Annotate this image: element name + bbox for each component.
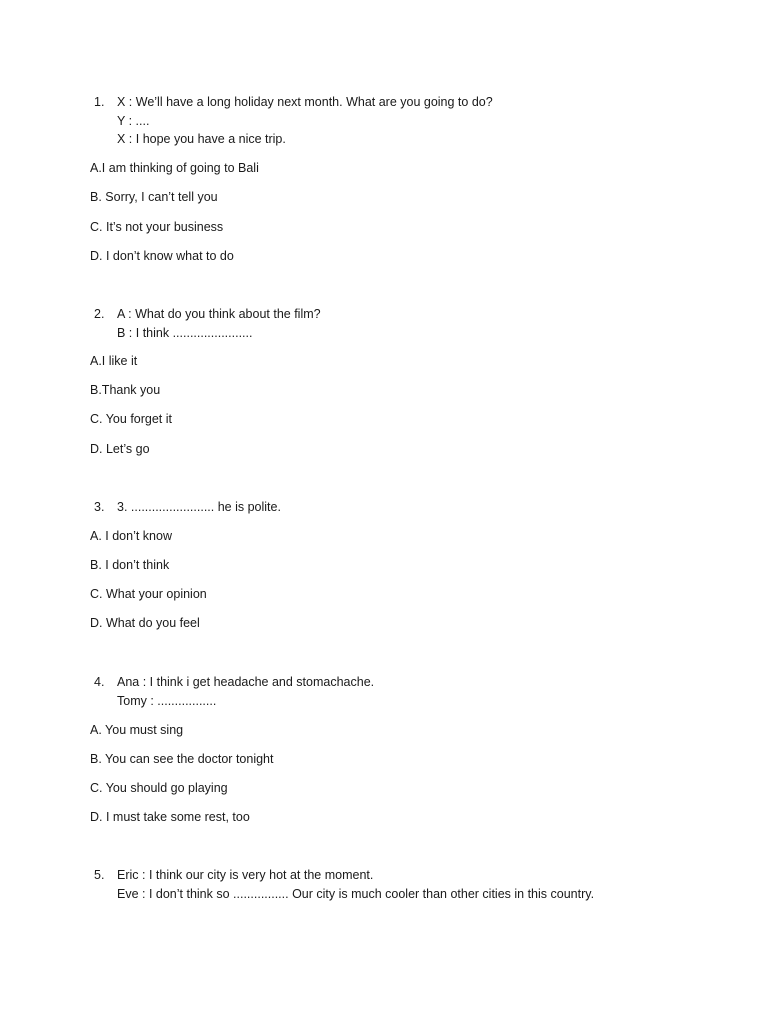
answer-option-d: D. What do you feel	[90, 616, 200, 630]
question-number: 4.	[94, 675, 105, 689]
question-stem-line: X : I hope you have a nice trip.	[117, 132, 286, 146]
question-stem-line: X : We’ll have a long holiday next month. What are you going to do?	[117, 95, 493, 109]
question-number: 1.	[94, 95, 105, 109]
question-number: 5.	[94, 868, 105, 882]
question-stem-line: 3. ........................ he is polite.	[117, 500, 281, 514]
answer-option-b: B. I don’t think	[90, 558, 170, 572]
answer-option-b: B. Sorry, I can’t tell you	[90, 190, 218, 204]
answer-option-c: C. You forget it	[90, 412, 173, 426]
answer-option-a: A.I like it	[90, 354, 138, 368]
question-stem-line: Tomy : .................	[117, 694, 217, 708]
answer-option-c: C. You should go playing	[90, 781, 228, 795]
question-number: 2.	[94, 307, 105, 321]
answer-option-a: A. You must sing	[90, 723, 184, 737]
answer-option-c: C. What your opinion	[90, 587, 207, 601]
question-stem-line: A : What do you think about the film?	[117, 307, 321, 321]
answer-option-b: B.Thank you	[90, 383, 161, 397]
question-stem-line: Eric : I think our city is very hot at the moment.	[117, 868, 374, 882]
answer-option-a: A.I am thinking of going to Bali	[90, 161, 259, 175]
question-stem-line: Eve : I don’t think so ................ Our city is much cooler than other cities in this country.	[117, 887, 595, 901]
answer-option-d: D. Let’s go	[90, 442, 150, 456]
answer-option-c: C. It’s not your business	[90, 220, 224, 234]
answer-option-d: D. I must take some rest, too	[90, 810, 250, 824]
answer-option-d: D. I don’t know what to do	[90, 249, 234, 263]
question-stem-line: Y : ....	[117, 114, 150, 128]
answer-option-b: B. You can see the doctor tonight	[90, 752, 274, 766]
question-stem-line: Ana : I think i get headache and stomachache.	[117, 675, 375, 689]
answer-option-a: A. I don’t know	[90, 529, 172, 543]
question-stem-line: B : I think .......................	[117, 326, 253, 340]
question-number: 3.	[94, 500, 105, 514]
